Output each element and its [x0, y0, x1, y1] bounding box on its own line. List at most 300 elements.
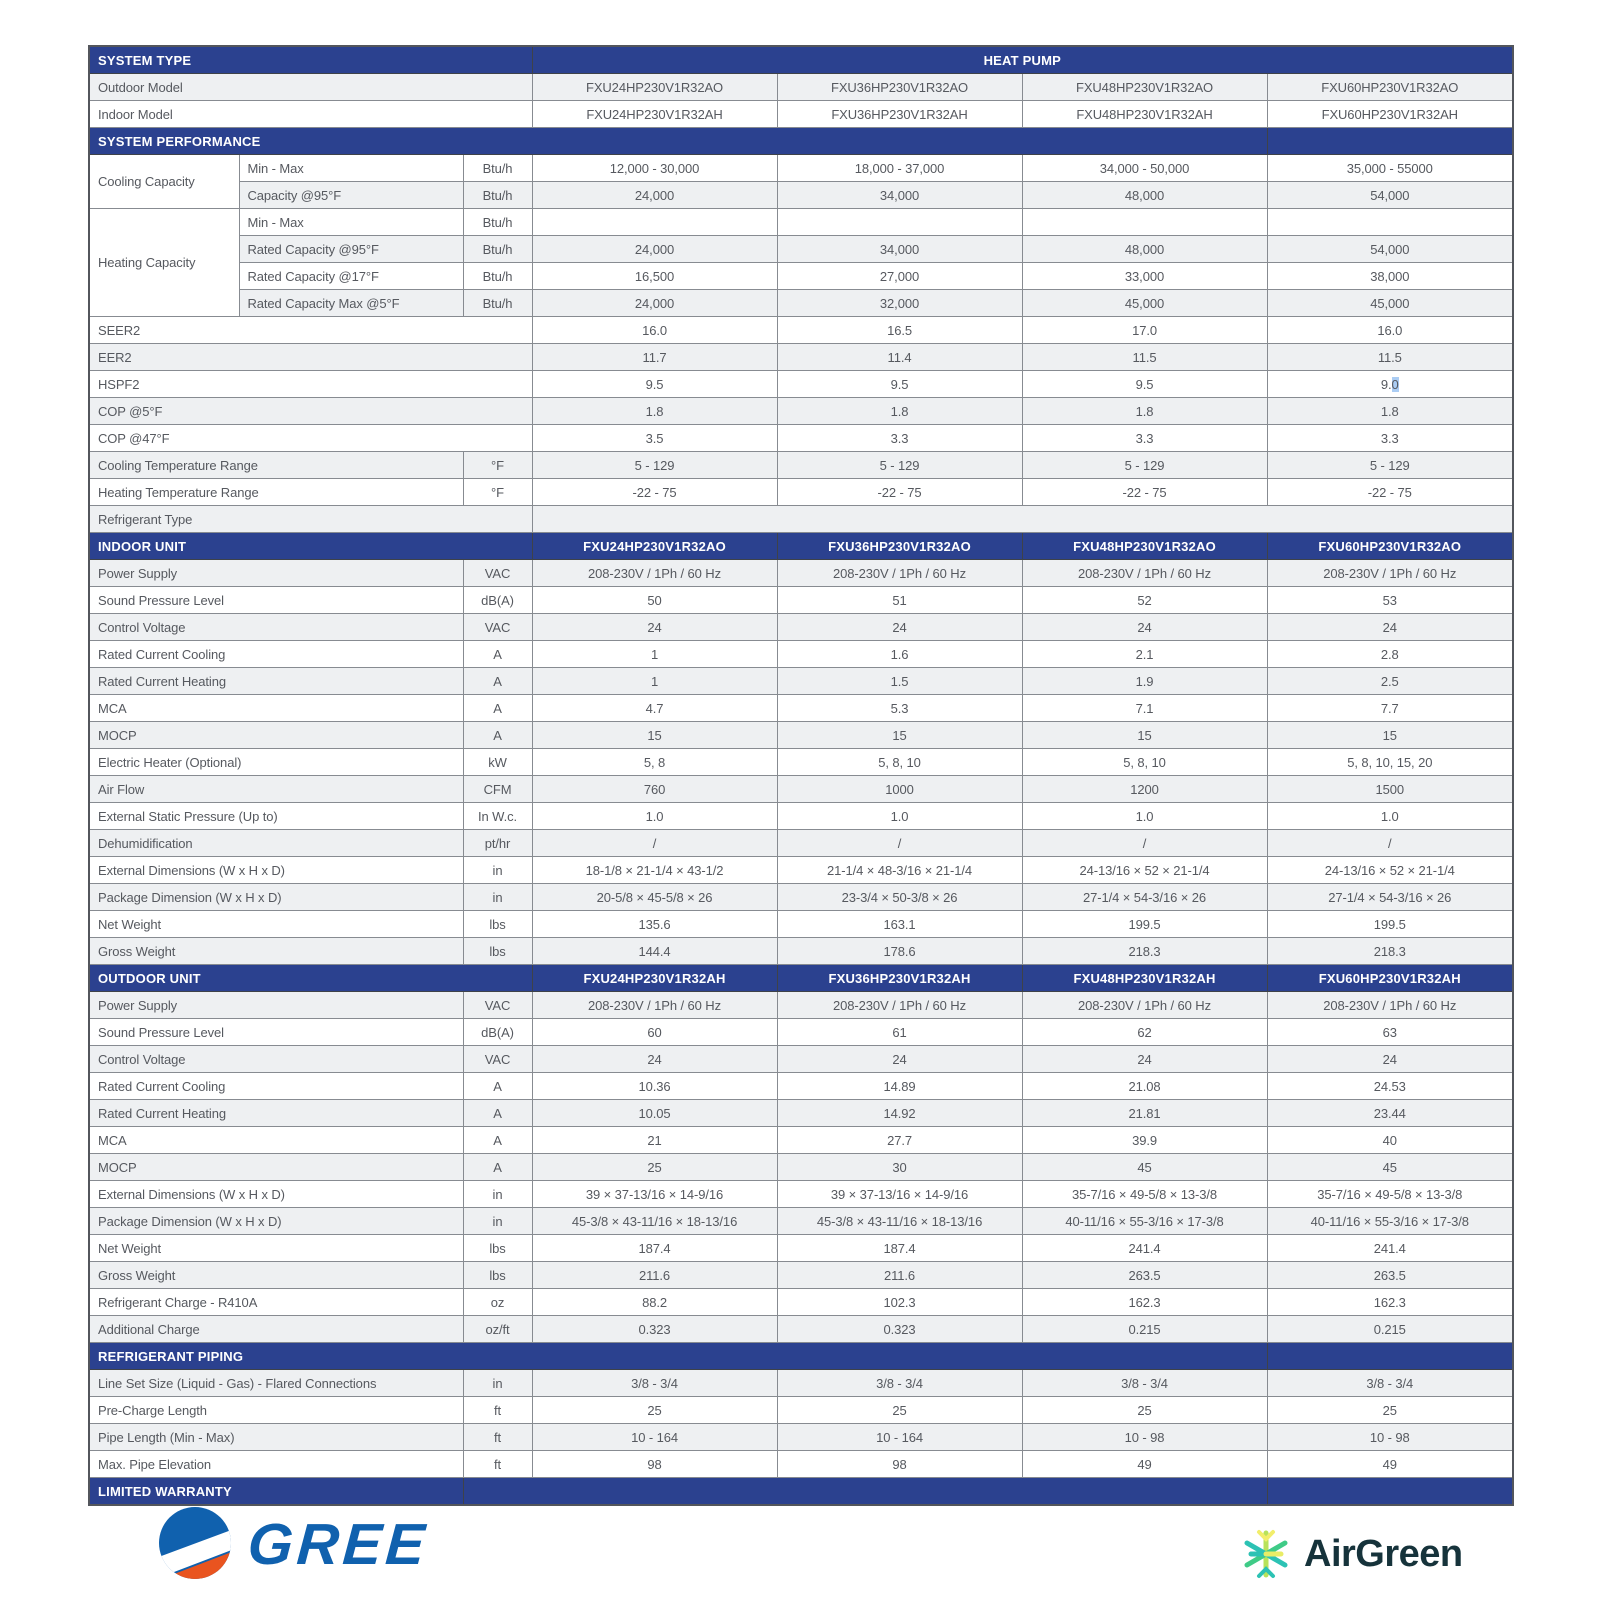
table-row [89, 587, 1513, 614]
value-cell: 50 [532, 587, 777, 614]
value-cell: 208-230V / 1Ph / 60 Hz [1022, 992, 1267, 1019]
value-cell: 0.215 [1022, 1316, 1267, 1343]
row-label: Refrigerant Charge - R410A [89, 1289, 463, 1316]
row-label: Refrigerant Type [89, 506, 532, 533]
value-cell: 9.5 [1022, 371, 1267, 398]
unit-cell: lbs [463, 938, 532, 965]
table-row [89, 1343, 1513, 1370]
value-cell: / [1267, 830, 1513, 857]
table-row [89, 614, 1513, 641]
unit-cell: CFM [463, 776, 532, 803]
unit-cell: ft [463, 1451, 532, 1478]
unit-cell: VAC [463, 992, 532, 1019]
value-cell: 24 [1267, 1046, 1513, 1073]
table-row [89, 452, 1513, 479]
value-cell: 208-230V / 1Ph / 60 Hz [777, 992, 1022, 1019]
unit-cell: VAC [463, 614, 532, 641]
heat-pump-spec-table [88, 45, 1514, 1506]
table-row [89, 641, 1513, 668]
value-cell: 2.8 [1267, 641, 1513, 668]
value-cell: 23-3/4 × 50-3/8 × 26 [777, 884, 1022, 911]
value-cell [1267, 209, 1513, 236]
unit-cell: A [463, 695, 532, 722]
value-cell: 24 [532, 1046, 777, 1073]
value-cell: 162.3 [1267, 1289, 1513, 1316]
table-row [89, 1127, 1513, 1154]
value-cell: 21-1/4 × 48-3/16 × 21-1/4 [777, 857, 1022, 884]
unit-cell: dB(A) [463, 587, 532, 614]
value-cell: 3/8 - 3/4 [1267, 1370, 1513, 1397]
unit-cell: °F [463, 479, 532, 506]
row-sublabel: Rated Capacity @95°F [239, 236, 463, 263]
value-cell: / [532, 830, 777, 857]
value-cell: 49 [1267, 1451, 1513, 1478]
unit-cell: pt/hr [463, 830, 532, 857]
table-row [89, 560, 1513, 587]
value-cell: 39 × 37-13/16 × 14-9/16 [777, 1181, 1022, 1208]
value-cell: 54,000 [1267, 236, 1513, 263]
value-cell [532, 506, 1513, 533]
unit-cell: A [463, 1154, 532, 1181]
table-row [89, 425, 1513, 452]
unit-cell: Btu/h [463, 290, 532, 317]
table-row [89, 46, 1513, 74]
value-cell: 14.92 [777, 1100, 1022, 1127]
table-row [89, 938, 1513, 965]
row-label: Line Set Size (Liquid - Gas) - Flared Connections [89, 1370, 463, 1397]
row-label: COP @5°F [89, 398, 532, 425]
value-cell: 10 - 98 [1022, 1424, 1267, 1451]
unit-cell: Btu/h [463, 209, 532, 236]
table-row [89, 1424, 1513, 1451]
row-label: MCA [89, 1127, 463, 1154]
value-cell: 16,500 [532, 263, 777, 290]
table-row [89, 1181, 1513, 1208]
value-cell: 16.0 [532, 317, 777, 344]
row-sublabel: Capacity @95°F [239, 182, 463, 209]
value-cell: 63 [1267, 1019, 1513, 1046]
row-label: Package Dimension (W x H x D) [89, 1208, 463, 1235]
model-header-cell: FXU48HP230V1R32AO [1022, 533, 1267, 560]
table-row [89, 236, 1513, 263]
value-cell: 15 [532, 722, 777, 749]
value-cell: 5 - 129 [1022, 452, 1267, 479]
unit-cell: A [463, 668, 532, 695]
unit-cell: lbs [463, 911, 532, 938]
value-cell: 1.8 [777, 398, 1022, 425]
value-cell: 24.53 [1267, 1073, 1513, 1100]
value-cell: 241.4 [1022, 1235, 1267, 1262]
model-value-cell: FXU60HP230V1R32AO [1267, 74, 1513, 101]
value-cell: 24,000 [532, 182, 777, 209]
row-label: Max. Pipe Elevation [89, 1451, 463, 1478]
value-cell: 24 [1267, 614, 1513, 641]
section-title: LIMITED WARRANTY [89, 1478, 463, 1506]
row-label: SEER2 [89, 317, 532, 344]
group-label: Cooling Capacity [89, 155, 239, 209]
row-label: Air Flow [89, 776, 463, 803]
value-cell: 21 [532, 1127, 777, 1154]
section-banner-spacer [463, 1478, 1267, 1506]
row-label: MOCP [89, 1154, 463, 1181]
row-label: Pre-Charge Length [89, 1397, 463, 1424]
value-cell: 16.0 [1267, 317, 1513, 344]
unit-cell: °F [463, 452, 532, 479]
table-row [89, 830, 1513, 857]
value-cell: 199.5 [1022, 911, 1267, 938]
table-row [89, 1154, 1513, 1181]
row-label: Control Voltage [89, 1046, 463, 1073]
value-cell: 135.6 [532, 911, 777, 938]
value-cell: 34,000 [777, 236, 1022, 263]
row-label: Package Dimension (W x H x D) [89, 884, 463, 911]
value-cell: 208-230V / 1Ph / 60 Hz [532, 560, 777, 587]
value-cell: 24,000 [532, 236, 777, 263]
value-cell: 20-5/8 × 45-5/8 × 26 [532, 884, 777, 911]
value-cell: 1.0 [1022, 803, 1267, 830]
spec-table-body [89, 46, 1513, 1505]
value-cell: 16.5 [777, 317, 1022, 344]
row-sublabel: Min - Max [239, 155, 463, 182]
value-cell: 3/8 - 3/4 [1022, 1370, 1267, 1397]
table-row [89, 1100, 1513, 1127]
value-cell: 3/8 - 3/4 [777, 1370, 1022, 1397]
value-cell: 1.8 [1022, 398, 1267, 425]
value-cell: 27-1/4 × 54-3/16 × 26 [1022, 884, 1267, 911]
row-label: COP @47°F [89, 425, 532, 452]
value-cell: 14.89 [777, 1073, 1022, 1100]
value-cell: 162.3 [1022, 1289, 1267, 1316]
value-cell: 208-230V / 1Ph / 60 Hz [1022, 560, 1267, 587]
unit-cell: Btu/h [463, 236, 532, 263]
value-cell: -22 - 75 [1267, 479, 1513, 506]
row-label: Control Voltage [89, 614, 463, 641]
model-value-cell: FXU36HP230V1R32AO [777, 74, 1022, 101]
row-label: Additional Charge [89, 1316, 463, 1343]
value-cell: 1.8 [1267, 398, 1513, 425]
value-cell: 61 [777, 1019, 1022, 1046]
value-cell: 45,000 [1267, 290, 1513, 317]
row-label: MCA [89, 695, 463, 722]
unit-cell: ft [463, 1424, 532, 1451]
table-row [89, 182, 1513, 209]
value-cell: 10 - 164 [777, 1424, 1022, 1451]
row-label: EER2 [89, 344, 532, 371]
value-cell: 7.1 [1022, 695, 1267, 722]
model-header-cell: FXU24HP230V1R32AO [532, 533, 777, 560]
value-cell: 1000 [777, 776, 1022, 803]
value-cell: 25 [532, 1397, 777, 1424]
table-row [89, 722, 1513, 749]
model-value-cell: FXU60HP230V1R32AH [1267, 101, 1513, 128]
unit-cell: Btu/h [463, 263, 532, 290]
value-cell: 218.3 [1022, 938, 1267, 965]
row-label: Net Weight [89, 1235, 463, 1262]
value-cell: 3.3 [1267, 425, 1513, 452]
row-sublabel: Min - Max [239, 209, 463, 236]
value-cell: 34,000 - 50,000 [1022, 155, 1267, 182]
value-cell: 25 [532, 1154, 777, 1181]
value-cell: 0.215 [1267, 1316, 1513, 1343]
unit-cell: A [463, 1127, 532, 1154]
row-label: Power Supply [89, 560, 463, 587]
value-cell: 24 [777, 1046, 1022, 1073]
value-cell: 3/8 - 3/4 [532, 1370, 777, 1397]
value-cell: 24 [777, 614, 1022, 641]
model-header-cell: FXU60HP230V1R32AH [1267, 965, 1513, 992]
value-cell: 4.7 [532, 695, 777, 722]
value-cell: 12,000 - 30,000 [532, 155, 777, 182]
value-cell: 10.05 [532, 1100, 777, 1127]
value-cell: 40-11/16 × 55-3/16 × 17-3/8 [1022, 1208, 1267, 1235]
value-cell: 218.3 [1267, 938, 1513, 965]
value-cell: 1200 [1022, 776, 1267, 803]
value-cell: 25 [777, 1397, 1022, 1424]
model-header-cell: FXU60HP230V1R32AO [1267, 533, 1513, 560]
table-row [89, 1208, 1513, 1235]
value-cell: 211.6 [532, 1262, 777, 1289]
value-cell: 21.81 [1022, 1100, 1267, 1127]
value-cell: 98 [532, 1451, 777, 1478]
table-row [89, 1235, 1513, 1262]
value-cell: 35-7/16 × 49-5/8 × 13-3/8 [1022, 1181, 1267, 1208]
value-cell: 21.08 [1022, 1073, 1267, 1100]
value-cell: 9.0 [1267, 371, 1513, 398]
value-cell: 241.4 [1267, 1235, 1513, 1262]
table-row [89, 209, 1513, 236]
value-cell: 10 - 98 [1267, 1424, 1513, 1451]
gree-logo [156, 1506, 431, 1584]
unit-cell: lbs [463, 1262, 532, 1289]
section-banner-spacer [1267, 1343, 1513, 1370]
value-cell: 38,000 [1267, 263, 1513, 290]
value-cell: 24 [1022, 614, 1267, 641]
model-header-cell: FXU36HP230V1R32AO [777, 533, 1022, 560]
value-cell: 1.0 [1267, 803, 1513, 830]
value-cell: 208-230V / 1Ph / 60 Hz [777, 560, 1022, 587]
value-cell: 1.5 [777, 668, 1022, 695]
value-cell: 5 - 129 [1267, 452, 1513, 479]
value-cell: 62 [1022, 1019, 1267, 1046]
table-row [89, 857, 1513, 884]
value-cell: 3.3 [1022, 425, 1267, 452]
model-value-cell: FXU24HP230V1R32AO [532, 74, 777, 101]
table-row [89, 317, 1513, 344]
table-row [89, 263, 1513, 290]
table-row [89, 992, 1513, 1019]
value-cell: 178.6 [777, 938, 1022, 965]
unit-cell: in [463, 1181, 532, 1208]
model-header-cell: FXU24HP230V1R32AH [532, 965, 777, 992]
value-cell: 60 [532, 1019, 777, 1046]
table-row [89, 668, 1513, 695]
value-cell: 1500 [1267, 776, 1513, 803]
value-cell: -22 - 75 [777, 479, 1022, 506]
group-label: Heating Capacity [89, 209, 239, 317]
value-cell: 11.7 [532, 344, 777, 371]
value-cell: / [777, 830, 1022, 857]
row-label: MOCP [89, 722, 463, 749]
value-cell: 1.0 [532, 803, 777, 830]
table-row [89, 1478, 1513, 1506]
table-row [89, 911, 1513, 938]
value-cell: 1 [532, 641, 777, 668]
unit-cell: ft [463, 1397, 532, 1424]
table-row [89, 1316, 1513, 1343]
value-cell: 27,000 [777, 263, 1022, 290]
unit-cell: VAC [463, 560, 532, 587]
row-label: Cooling Temperature Range [89, 452, 463, 479]
section-banner-spacer [1267, 128, 1513, 155]
section-title-system-type: SYSTEM TYPE [89, 46, 532, 74]
row-label: Gross Weight [89, 938, 463, 965]
row-label: Heating Temperature Range [89, 479, 463, 506]
value-cell: 24-13/16 × 52 × 21-1/4 [1022, 857, 1267, 884]
section-title: SYSTEM PERFORMANCE [89, 128, 1267, 155]
value-cell: 39.9 [1022, 1127, 1267, 1154]
row-label: Net Weight [89, 911, 463, 938]
value-cell: 10 - 164 [532, 1424, 777, 1451]
table-row [89, 155, 1513, 182]
value-cell: 5 - 129 [777, 452, 1022, 479]
value-cell: 53 [1267, 587, 1513, 614]
row-label: External Dimensions (W x H x D) [89, 857, 463, 884]
value-cell: 2.1 [1022, 641, 1267, 668]
unit-cell: kW [463, 749, 532, 776]
unit-cell: A [463, 722, 532, 749]
value-cell: 760 [532, 776, 777, 803]
row-label: Rated Current Cooling [89, 641, 463, 668]
row-label: Outdoor Model [89, 74, 532, 101]
value-cell: 15 [1267, 722, 1513, 749]
gree-logo-text: GREE [245, 1512, 431, 1577]
value-cell: 35,000 - 55000 [1267, 155, 1513, 182]
value-cell: 30 [777, 1154, 1022, 1181]
model-value-cell: FXU48HP230V1R32AH [1022, 101, 1267, 128]
table-row [89, 1262, 1513, 1289]
table-row [89, 695, 1513, 722]
table-row [89, 803, 1513, 830]
section-title: OUTDOOR UNIT [89, 965, 532, 992]
row-label: Gross Weight [89, 1262, 463, 1289]
value-cell: 15 [1022, 722, 1267, 749]
value-cell: 263.5 [1022, 1262, 1267, 1289]
table-row [89, 101, 1513, 128]
value-cell: 88.2 [532, 1289, 777, 1316]
table-row [89, 371, 1513, 398]
value-cell: 45-3/8 × 43-11/16 × 18-13/16 [777, 1208, 1022, 1235]
value-cell: -22 - 75 [532, 479, 777, 506]
unit-cell: A [463, 1100, 532, 1127]
value-cell: 51 [777, 587, 1022, 614]
value-cell [532, 209, 777, 236]
unit-cell: oz/ft [463, 1316, 532, 1343]
row-label: Sound Pressure Level [89, 1019, 463, 1046]
value-cell: 3.5 [532, 425, 777, 452]
row-label: Pipe Length (Min - Max) [89, 1424, 463, 1451]
value-cell: 199.5 [1267, 911, 1513, 938]
row-label: Rated Current Heating [89, 1100, 463, 1127]
value-cell: 0.323 [777, 1316, 1022, 1343]
unit-cell: lbs [463, 1235, 532, 1262]
unit-cell: in [463, 857, 532, 884]
value-cell: 11.5 [1022, 344, 1267, 371]
value-cell: 35-7/16 × 49-5/8 × 13-3/8 [1267, 1181, 1513, 1208]
table-row [89, 290, 1513, 317]
row-label: HSPF2 [89, 371, 532, 398]
value-cell: 10.36 [532, 1073, 777, 1100]
value-cell: 3.3 [777, 425, 1022, 452]
value-cell: 208-230V / 1Ph / 60 Hz [1267, 992, 1513, 1019]
row-label: Rated Current Cooling [89, 1073, 463, 1100]
value-cell: 11.4 [777, 344, 1022, 371]
value-cell: 11.5 [1267, 344, 1513, 371]
value-cell: 1.6 [777, 641, 1022, 668]
value-cell: 1.9 [1022, 668, 1267, 695]
value-cell: 9.5 [532, 371, 777, 398]
value-cell: 27-1/4 × 54-3/16 × 26 [1267, 884, 1513, 911]
section-banner-spacer [1267, 1478, 1513, 1506]
airgreen-logo [1238, 1526, 1463, 1582]
value-cell: 24 [1022, 1046, 1267, 1073]
table-row [89, 1397, 1513, 1424]
value-cell: 5, 8, 10 [777, 749, 1022, 776]
unit-cell: Btu/h [463, 155, 532, 182]
table-row [89, 74, 1513, 101]
value-cell: 5.3 [777, 695, 1022, 722]
table-row [89, 344, 1513, 371]
value-cell: 24-13/16 × 52 × 21-1/4 [1267, 857, 1513, 884]
value-cell: 1.0 [777, 803, 1022, 830]
unit-cell: in [463, 1208, 532, 1235]
table-row [89, 506, 1513, 533]
value-cell: 40 [1267, 1127, 1513, 1154]
value-cell: 27.7 [777, 1127, 1022, 1154]
model-value-cell: FXU48HP230V1R32AO [1022, 74, 1267, 101]
value-cell: 45 [1267, 1154, 1513, 1181]
heat-pump-title: HEAT PUMP [532, 46, 1513, 74]
row-label: Sound Pressure Level [89, 587, 463, 614]
value-cell: 33,000 [1022, 263, 1267, 290]
value-cell: 24 [532, 614, 777, 641]
table-row [89, 1451, 1513, 1478]
value-cell: 48,000 [1022, 236, 1267, 263]
value-cell [777, 209, 1022, 236]
row-label: Power Supply [89, 992, 463, 1019]
value-cell: 45,000 [1022, 290, 1267, 317]
row-label: Rated Current Heating [89, 668, 463, 695]
value-cell: 211.6 [777, 1262, 1022, 1289]
value-cell: 5 - 129 [532, 452, 777, 479]
value-cell: 187.4 [777, 1235, 1022, 1262]
value-cell: 5, 8, 10, 15, 20 [1267, 749, 1513, 776]
value-cell: 34,000 [777, 182, 1022, 209]
gree-logo-icon [156, 1506, 234, 1584]
table-row [89, 1370, 1513, 1397]
table-row [89, 776, 1513, 803]
value-cell: -22 - 75 [1022, 479, 1267, 506]
value-cell: 45 [1022, 1154, 1267, 1181]
row-label: Electric Heater (Optional) [89, 749, 463, 776]
model-value-cell: FXU24HP230V1R32AH [532, 101, 777, 128]
value-cell: 52 [1022, 587, 1267, 614]
value-cell: 54,000 [1267, 182, 1513, 209]
unit-cell: In W.c. [463, 803, 532, 830]
value-cell: 45-3/8 × 43-11/16 × 18-13/16 [532, 1208, 777, 1235]
value-cell: 208-230V / 1Ph / 60 Hz [532, 992, 777, 1019]
value-cell: 17.0 [1022, 317, 1267, 344]
unit-cell: oz [463, 1289, 532, 1316]
